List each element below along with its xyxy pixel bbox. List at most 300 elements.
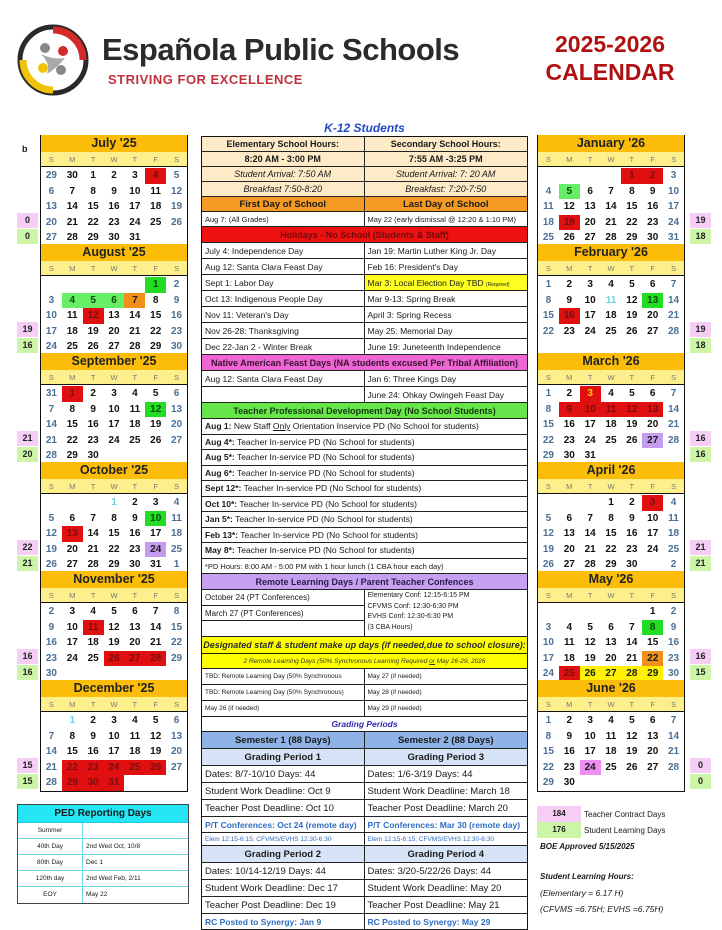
- month-header: June '26: [538, 680, 684, 697]
- day-of-week-label: T: [90, 373, 96, 382]
- day-cell: 12: [45, 528, 57, 539]
- day-cell: 24: [542, 668, 554, 679]
- day-cell: 7: [90, 512, 96, 524]
- month-header: October '25: [41, 462, 187, 479]
- day-of-week-row: [538, 697, 684, 712]
- day-cell: 5: [545, 512, 552, 524]
- day-cell: 3: [670, 170, 677, 181]
- day-of-week-label: T: [629, 482, 635, 491]
- day-cell: 19: [542, 543, 554, 555]
- day-cell: 10: [108, 730, 120, 742]
- day-cell: 1: [173, 559, 180, 570]
- day-cell: 8: [608, 512, 614, 524]
- pd-date: Oct 10*:: [205, 498, 238, 509]
- sec-arrival: Student Arrival: 7: 20 AM: [365, 167, 528, 182]
- day-cell: 23: [108, 216, 120, 228]
- day-cell: 31: [668, 232, 680, 243]
- day-of-week-label: S: [545, 591, 551, 600]
- day-cell: 21: [150, 637, 162, 648]
- day-cell: 11: [66, 310, 78, 321]
- month-header: August '25: [41, 244, 187, 261]
- day-cell: 14: [45, 746, 57, 757]
- day-cell: 2: [670, 606, 677, 617]
- day-cell: 27: [108, 341, 120, 352]
- day-cell: 12: [626, 730, 638, 742]
- day-cell: 19: [626, 310, 638, 321]
- day-cell: 16: [45, 637, 57, 648]
- day-of-week-label: S: [671, 264, 677, 273]
- day-of-week-row: [538, 370, 684, 385]
- day-cell: 30: [87, 450, 99, 461]
- day-cell: 13: [584, 201, 596, 212]
- elem-arrival: Student Arrival: 7:50 AM: [202, 167, 365, 182]
- day-of-week-label: T: [629, 155, 635, 164]
- day-cell: 27: [171, 434, 183, 446]
- day-cell: 25: [668, 543, 680, 555]
- day-of-week-label: S: [174, 482, 180, 491]
- day-cell: 8: [69, 730, 76, 742]
- conference-date-3: [202, 621, 364, 637]
- day-cell: 16: [563, 746, 575, 757]
- month-september-25: [40, 353, 188, 464]
- day-of-week-label: S: [174, 591, 180, 600]
- day-cell: 21: [66, 216, 78, 228]
- semester-1-header: Semester 1 (88 Days): [202, 732, 365, 749]
- day-cell: 7: [48, 403, 55, 415]
- day-cell: 8: [545, 294, 552, 306]
- day-cell: 17: [150, 528, 162, 539]
- day-cell: 8: [629, 185, 635, 197]
- learning-days-badge: 16: [17, 338, 38, 353]
- day-cell: 14: [45, 419, 57, 430]
- day-of-week-label: W: [607, 482, 615, 491]
- day-of-week-label: T: [90, 591, 96, 600]
- day-cell: 19: [626, 746, 638, 757]
- day-of-week-label: F: [153, 700, 158, 709]
- day-cell: 14: [668, 403, 680, 415]
- sec-time: 7:55 AM -3:25 PM: [365, 152, 528, 167]
- day-cell: 4: [173, 497, 180, 508]
- pd-date: Jan 5*:: [205, 514, 233, 524]
- day-of-week-label: T: [587, 482, 593, 491]
- day-cell: 13: [62, 526, 83, 542]
- day-cell: 13: [171, 730, 183, 742]
- day-cell: 29: [171, 652, 183, 664]
- day-cell: 25: [87, 652, 99, 664]
- month-grid: [41, 494, 187, 573]
- day-cell: 24: [145, 542, 166, 558]
- day-cell: 23: [129, 543, 141, 555]
- day-cell: 20: [647, 310, 659, 321]
- month-july-25: [40, 135, 188, 246]
- learning-days-badge: 15: [690, 665, 711, 680]
- day-cell: 21: [129, 325, 141, 337]
- day-cell: 15: [87, 201, 99, 212]
- day-cell: 13: [647, 730, 659, 742]
- day-cell: 29: [62, 775, 83, 791]
- makeup-row-right-text: May 29 (if needed): [367, 705, 422, 712]
- day-cell: 25: [605, 325, 617, 337]
- day-cell: 1: [545, 715, 552, 726]
- day-cell: [642, 775, 663, 791]
- day-of-week-label: T: [629, 264, 635, 273]
- day-cell: 12: [145, 402, 166, 418]
- day-cell: 2: [132, 497, 138, 508]
- day-cell: 7: [670, 715, 677, 726]
- day-cell: 1: [545, 388, 552, 399]
- pd-text: Teacher In-service PD (No School for students): [234, 545, 415, 555]
- elem-time: 8:20 AM - 3:00 PM: [202, 152, 365, 167]
- month-october-25: [40, 462, 188, 573]
- day-cell: 29: [150, 341, 162, 352]
- learning-hours-title: Student Learning Hours:: [540, 872, 634, 881]
- contract-days-badge: 0: [690, 758, 711, 773]
- holiday-row-left: Sept 1: Labor Day: [202, 275, 365, 291]
- day-cell: 31: [129, 232, 141, 243]
- pd-day-row: [202, 481, 527, 497]
- day-cell: 24: [668, 216, 680, 228]
- day-cell: 2: [670, 559, 677, 570]
- month-grid: [538, 494, 684, 573]
- day-cell: 28: [668, 761, 680, 773]
- day-cell: 29: [605, 559, 617, 570]
- ped-reporting-table: [17, 804, 189, 904]
- gp3-pt-conferences: P/T Conferences: Mar 30 (remote day): [365, 817, 528, 833]
- day-cell: 12: [584, 637, 596, 648]
- day-cell: 6: [48, 185, 55, 197]
- day-of-week-row: [538, 479, 684, 494]
- holiday-row-right: [365, 275, 528, 291]
- month-header: March '26: [538, 353, 684, 370]
- day-cell: 11: [83, 620, 104, 636]
- day-cell: 3: [111, 388, 117, 399]
- ped-row-value: [83, 823, 188, 839]
- day-of-week-label: W: [110, 591, 118, 600]
- day-cell: 15: [66, 746, 78, 757]
- legend-learning-days: [537, 822, 717, 838]
- calendar-word: CALENDAR: [545, 59, 675, 85]
- month-grid: [41, 712, 187, 791]
- day-cell: 16: [171, 310, 183, 321]
- day-of-week-label: S: [671, 155, 677, 164]
- day-of-week-label: F: [153, 482, 158, 491]
- day-of-week-label: M: [69, 482, 76, 491]
- day-cell: 15: [626, 201, 638, 212]
- day-cell: [580, 775, 601, 791]
- feast-row-right: [365, 371, 528, 387]
- day-cell: 18: [87, 637, 99, 648]
- makeup-row-right: [365, 701, 528, 717]
- day-cell: 12: [626, 294, 638, 306]
- day-cell: 5: [152, 388, 159, 399]
- day-cell: 11: [563, 637, 575, 648]
- day-cell: 26: [104, 651, 125, 667]
- day-cell: 15: [542, 310, 554, 321]
- day-cell: 26: [45, 559, 57, 570]
- day-cell: 1: [621, 168, 642, 184]
- day-cell: 3: [580, 386, 601, 402]
- month-header: July '25: [41, 135, 187, 152]
- pd-day-row: [202, 512, 527, 528]
- day-cell: 17: [647, 528, 659, 539]
- learning-days-badge: 18: [690, 229, 711, 244]
- month-grid: [41, 276, 187, 355]
- gp3-teacher-deadline: Teacher Post Deadline: March 20: [365, 800, 528, 817]
- day-cell: 22: [642, 651, 663, 667]
- holiday-row-right: [365, 259, 528, 275]
- gp1-student-deadline: Student Work Deadline: Oct 9: [202, 783, 365, 800]
- day-of-week-label: T: [90, 264, 96, 273]
- day-of-week-label: S: [545, 264, 551, 273]
- day-cell: 7: [69, 185, 76, 197]
- day-cell: 6: [566, 512, 573, 524]
- day-of-week-label: S: [48, 264, 54, 273]
- day-cell: 10: [129, 185, 141, 197]
- day-cell: 15: [66, 419, 78, 430]
- grading-period-2-header: Grading Period 2: [202, 846, 365, 863]
- ped-row: [18, 839, 188, 855]
- day-cell: 1: [90, 170, 96, 181]
- day-cell: 27: [642, 433, 663, 449]
- gp2-student-deadline: Student Work Deadline: Dec 17: [202, 880, 365, 897]
- ped-row-value: 2nd Wed Oct, 10/8: [86, 843, 141, 850]
- day-cell: 21: [668, 746, 680, 757]
- day-cell: [83, 277, 104, 293]
- makeup-row-left: TBD: Remote Learning Day (50% Synchronous: [202, 669, 365, 685]
- day-cell: 22: [66, 434, 78, 446]
- day-cell: 11: [129, 730, 141, 742]
- feast-row-right-text: Jan 6: Three Kings Day: [367, 374, 457, 384]
- day-cell: 28: [66, 232, 78, 243]
- day-cell: 12: [150, 730, 162, 742]
- ped-row-label: 40th Day: [18, 839, 83, 855]
- holiday-row-right-text: Jan 19: Martin Luther King Jr. Day: [367, 246, 497, 256]
- day-cell: 15: [542, 419, 554, 430]
- day-cell: 26: [563, 232, 575, 243]
- holiday-row-right-text: Mar 3: Local Election Day TBD: [367, 278, 484, 288]
- pd-text: Teacher In-service PD (No School for students): [234, 467, 415, 478]
- month-grid: [538, 385, 684, 464]
- day-of-week-label: F: [153, 155, 158, 164]
- day-cell: 28: [584, 559, 596, 570]
- day-cell: 9: [566, 730, 573, 742]
- month-march-26: [537, 353, 685, 464]
- conference-time-elem: Elementary Conf: 12:15-6:15 PM: [367, 592, 470, 599]
- day-cell: 5: [173, 170, 180, 181]
- legend-contract-days: [537, 806, 717, 822]
- day-cell: 22: [542, 434, 554, 446]
- day-cell: 4: [670, 497, 677, 508]
- day-cell: [41, 495, 62, 511]
- day-cell: 22: [150, 325, 162, 337]
- day-cell: 29: [66, 450, 78, 461]
- day-cell: 10: [580, 402, 601, 418]
- day-cell: 20: [647, 419, 659, 430]
- brand-name: Española Public Schools: [102, 32, 460, 67]
- day-cell: 7: [670, 279, 677, 290]
- pd-days-list: [202, 419, 527, 559]
- day-of-week-label: S: [48, 700, 54, 709]
- day-of-week-row: [41, 261, 187, 276]
- pd-date: Aug 5*:: [205, 452, 235, 462]
- feast-row-right: [365, 387, 528, 403]
- day-cell: 9: [48, 621, 55, 633]
- day-cell: [62, 495, 83, 511]
- pd-day-row: [202, 497, 527, 513]
- day-of-week-label: M: [566, 373, 573, 382]
- day-of-week-label: T: [629, 700, 635, 709]
- learning-hours-secondary: (CFVMS =6.75H; EVHS =6.75H): [540, 904, 664, 914]
- gp2-dates: Dates: 10/14-12/19 Days: 44: [202, 863, 365, 880]
- day-cell: 8: [69, 403, 76, 415]
- day-cell: 4: [132, 388, 138, 399]
- day-cell: 24: [584, 434, 596, 446]
- day-cell: 4: [145, 168, 166, 184]
- day-cell: 11: [171, 512, 182, 524]
- day-cell: 15: [150, 310, 162, 321]
- learning-days-badge: 21: [690, 556, 711, 571]
- day-cell: 27: [647, 761, 659, 773]
- pd-text: Teacher In-service PD (No School for students): [238, 529, 418, 540]
- gp3-dates: Dates: 1/6-3/19 Days: 44: [365, 766, 528, 783]
- day-cell: 7: [670, 388, 677, 399]
- holiday-row-left: Nov 26-28: Thanksgiving: [202, 323, 365, 339]
- conference-time-cfvms: CFVMS Conf: 12:30-6:30 PM: [367, 602, 459, 610]
- day-cell: 21: [668, 310, 680, 321]
- day-cell: 16: [87, 746, 99, 757]
- holiday-row-right: [365, 307, 528, 323]
- month-grid: [538, 603, 684, 682]
- day-cell: [601, 775, 622, 791]
- learning-days-label: Student Learning Days: [584, 825, 666, 835]
- elem-breakfast: Breakfast 7:50-8:20: [202, 182, 365, 197]
- day-cell: 17: [542, 652, 554, 664]
- day-cell: 8: [90, 185, 96, 197]
- day-cell: 5: [629, 388, 635, 399]
- day-cell: 8: [545, 403, 552, 415]
- day-cell: 9: [670, 621, 677, 633]
- day-of-week-label: F: [650, 700, 655, 709]
- month-grid: [538, 276, 684, 355]
- day-cell: 26: [542, 559, 554, 570]
- day-cell: 28: [87, 559, 99, 570]
- day-cell: 16: [129, 528, 141, 539]
- day-cell: 28: [129, 341, 141, 352]
- day-cell: 10: [647, 512, 659, 524]
- grading-period-4-header: Grading Period 4: [365, 846, 528, 863]
- makeup-days-header: Designated staff & student make up days (if needed,due to school closure):: [202, 637, 527, 654]
- day-cell: 3: [642, 495, 663, 511]
- makeup-days-subheader: [202, 654, 527, 669]
- day-cell: [41, 277, 62, 293]
- day-cell: 31: [45, 388, 57, 399]
- day-cell: 17: [584, 310, 596, 321]
- day-cell: 13: [108, 310, 120, 321]
- day-cell: 21: [668, 419, 680, 430]
- day-cell: 25: [605, 761, 617, 773]
- day-cell: 2: [173, 279, 180, 290]
- learning-days-badge: 16: [690, 447, 711, 462]
- contract-days-badge: 21: [690, 540, 711, 555]
- day-cell: 29: [45, 170, 57, 181]
- day-cell: 22: [108, 543, 120, 555]
- day-cell: 17: [129, 201, 141, 212]
- day-cell: 28: [668, 325, 680, 337]
- day-cell: 18: [129, 419, 141, 430]
- day-cell: 14: [605, 201, 617, 212]
- day-of-week-label: T: [132, 155, 138, 164]
- required-note: (Required): [485, 282, 510, 288]
- day-cell: 1: [608, 497, 614, 508]
- month-grid: [41, 603, 187, 682]
- day-cell: 4: [566, 621, 573, 633]
- day-cell: 16: [626, 528, 638, 539]
- ped-row-label: EOY: [18, 887, 83, 903]
- boe-approval: BOE Approved 5/15/2025: [540, 842, 635, 851]
- day-cell: 3: [152, 497, 159, 508]
- pd-date: Sept 12*:: [205, 483, 242, 493]
- day-of-week-label: T: [90, 155, 96, 164]
- day-cell: 13: [45, 201, 57, 212]
- ped-row-label: 120th day: [18, 871, 83, 887]
- day-cell: [104, 277, 125, 293]
- ped-row: [18, 823, 188, 839]
- pd-date: May 8*:: [205, 545, 235, 555]
- day-cell: 2: [566, 388, 573, 399]
- day-of-week-label: S: [671, 373, 677, 382]
- pd-days-header: Teacher Professional Development Day (No School Students): [202, 403, 527, 419]
- day-cell: 18: [150, 201, 162, 212]
- day-of-week-label: M: [566, 591, 573, 600]
- day-cell: 13: [171, 403, 183, 415]
- feast-row-left: Aug 12: Santa Clara Feast Day: [202, 371, 365, 387]
- day-cell: 17: [584, 746, 596, 757]
- day-cell: 11: [605, 294, 617, 306]
- day-cell: 8: [152, 294, 159, 306]
- day-cell: 19: [108, 637, 120, 648]
- month-june-26: [537, 680, 685, 792]
- holiday-row: [202, 339, 527, 355]
- day-of-week-label: T: [132, 482, 138, 491]
- day-cell: [62, 277, 83, 293]
- day-cell: 24: [584, 325, 596, 337]
- pd-date: Aug 6*:: [205, 467, 235, 478]
- day-cell: 6: [173, 715, 180, 726]
- holiday-row: [202, 243, 527, 259]
- day-of-week-label: F: [153, 373, 158, 382]
- day-cell: 12: [83, 308, 104, 324]
- makeup-row: [202, 669, 527, 685]
- day-cell: 2: [642, 168, 663, 184]
- day-cell: 8: [111, 512, 117, 524]
- day-cell: 10: [584, 294, 596, 306]
- learning-days-badge: 18: [690, 338, 711, 353]
- day-cell: 1: [69, 715, 76, 726]
- day-cell: 23: [171, 325, 183, 337]
- makeup-row-right: [365, 685, 528, 701]
- month-grid: [538, 712, 684, 791]
- month-august-25: [40, 244, 188, 355]
- day-cell: 10: [66, 621, 78, 633]
- day-cell: 11: [605, 730, 617, 742]
- school-hours-table: [201, 136, 528, 930]
- pd-day-row: [202, 528, 527, 544]
- month-december-25: [40, 680, 188, 792]
- day-of-week-label: M: [69, 700, 76, 709]
- day-cell: 2: [90, 715, 96, 726]
- holiday-row-right-text: Feb 16: President's Day: [367, 262, 458, 272]
- day-of-week-row: [538, 152, 684, 167]
